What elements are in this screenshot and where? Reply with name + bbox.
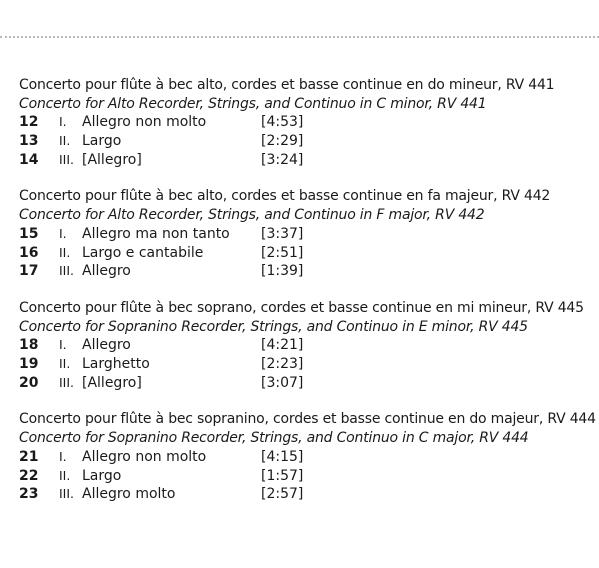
movement-title: Allegro [82, 337, 131, 354]
movement-numeral: I. [59, 337, 67, 353]
movement-numeral: III. [59, 374, 75, 390]
work-title-english: Concerto for Sopranino Recorder, Strings, and Continuo in E minor, RV 445 [19, 318, 528, 335]
dotted-divider [0, 36, 599, 38]
movement-title: Allegro molto [82, 486, 176, 503]
track-duration: [3:37] [261, 225, 304, 242]
track-duration: [2:29] [261, 133, 304, 150]
track-row [19, 336, 594, 355]
track-number: 21 [19, 448, 39, 465]
movement-title: Allegro non molto [82, 448, 207, 465]
work-rv-444 [19, 410, 594, 503]
track-number: 14 [19, 151, 39, 168]
track-row [19, 467, 594, 486]
movement-title: Allegro ma non tanto [82, 225, 230, 242]
track-number: 20 [19, 374, 39, 391]
track-row [19, 151, 594, 170]
movement-numeral: I. [59, 114, 67, 130]
movement-numeral: III. [59, 263, 75, 279]
work-title-english: Concerto for Sopranino Recorder, Strings, and Continuo in C major, RV 444 [19, 430, 529, 447]
track-duration: [2:51] [261, 244, 304, 261]
movement-numeral: I. [59, 225, 67, 241]
track-number: 13 [19, 133, 39, 150]
track-duration: [3:07] [261, 374, 304, 391]
track-row [19, 448, 594, 467]
movement-numeral: II. [59, 133, 71, 149]
work-title-english: Concerto for Alto Recorder, Strings, and Continuo in C minor, RV 441 [19, 95, 487, 112]
track-row [19, 244, 594, 263]
track-number: 17 [19, 263, 39, 280]
movement-numeral: III. [59, 486, 75, 502]
work-rv-442 [19, 187, 594, 280]
movement-title: Largo [82, 467, 122, 484]
track-number: 23 [19, 486, 39, 503]
movement-title: [Allegro] [82, 374, 142, 391]
track-number: 22 [19, 467, 39, 484]
track-duration: [2:57] [261, 486, 304, 503]
track-row [19, 355, 594, 374]
work-title-english: Concerto for Alto Recorder, Strings, and Continuo in F major, RV 442 [19, 207, 485, 224]
track-number: 19 [19, 356, 39, 373]
work-rv-445 [19, 299, 594, 392]
movement-numeral: III. [59, 151, 75, 167]
track-number: 16 [19, 244, 39, 261]
movement-numeral: I. [59, 448, 67, 464]
work-title-french: Concerto pour flûte à bec soprano, cordes et basse continue en mi mineur, RV 445 [19, 299, 584, 316]
track-duration: [2:23] [261, 356, 304, 373]
movement-title: Allegro [82, 263, 131, 280]
track-number: 15 [19, 225, 39, 242]
movement-title: Largo e cantabile [82, 244, 204, 261]
movement-title: [Allegro] [82, 151, 142, 168]
movement-numeral: II. [59, 467, 71, 483]
track-row [19, 113, 594, 132]
movement-numeral: II. [59, 356, 71, 372]
track-number: 18 [19, 337, 39, 354]
work-title-french: Concerto pour flûte à bec sopranino, cordes et basse continue en do majeur, RV 444 [19, 411, 596, 428]
track-row [19, 132, 594, 151]
track-row [19, 485, 594, 504]
track-row [19, 225, 594, 244]
work-rv-441 [19, 76, 594, 169]
work-title-french: Concerto pour flûte à bec alto, cordes et basse continue en do mineur, RV 441 [19, 77, 555, 93]
track-duration: [4:53] [261, 114, 304, 131]
track-duration: [4:21] [261, 337, 304, 354]
movement-title: Larghetto [82, 356, 150, 373]
movement-title: Allegro non molto [82, 114, 207, 131]
movement-title: Largo [82, 133, 122, 150]
track-duration: [1:39] [261, 263, 304, 280]
movement-numeral: II. [59, 244, 71, 260]
track-listing [19, 76, 594, 522]
work-title-french: Concerto pour flûte à bec alto, cordes et basse continue en fa majeur, RV 442 [19, 188, 551, 205]
track-row [19, 262, 594, 281]
track-duration: [3:24] [261, 151, 304, 168]
track-row [19, 374, 594, 393]
track-duration: [1:57] [261, 467, 304, 484]
track-number: 12 [19, 114, 39, 131]
track-duration: [4:15] [261, 448, 304, 465]
